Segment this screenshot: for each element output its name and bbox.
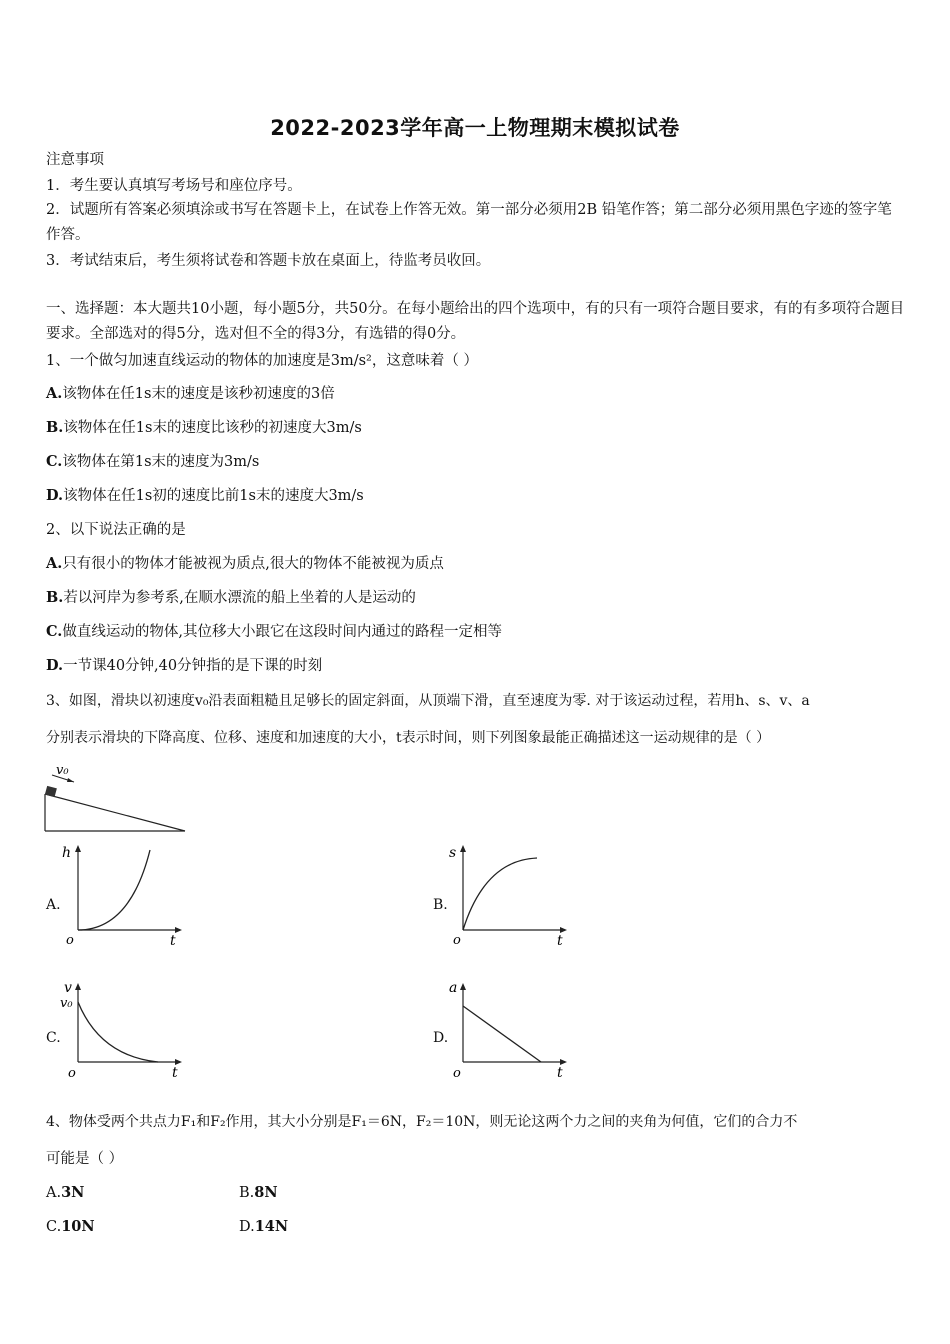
graph-c-option: C. [46, 1030, 61, 1046]
graph-b-x-label: t [557, 933, 563, 948]
incline-figure [40, 760, 190, 835]
graph-c-curve [78, 1002, 158, 1062]
q2-option-b: B.若以河岸为参考系,在顺水漂流的船上坐着的人是运动的 [46, 589, 416, 606]
notice-item-3: 3．考试结束后，考生须将试卷和答题卡放在桌面上，待监考员收回。 [46, 253, 491, 269]
graph-d-origin: o [453, 1066, 461, 1081]
graph-b-y-arrow [460, 845, 466, 852]
q1-option-a: A.该物体在任1s末的速度是该秒初速度的3倍 [46, 385, 335, 402]
graph-a-y-label: h [62, 845, 72, 861]
graph-d [445, 976, 575, 1084]
graph-c-y-arrow [75, 983, 81, 990]
q2-option-c: C.做直线运动的物体,其位移大小跟它在这段时间内通过的路程一定相等 [46, 623, 502, 640]
graph-d-x-label: t [557, 1065, 563, 1081]
q3-stem-line2: 分别表示滑块的下降高度、位移、速度和加速度的大小，t表示时间，则下列图象最能正确描述这一运动规律的是（ ） [46, 730, 771, 746]
q1-option-b: B.该物体在任1s末的速度比该秒的初速度大3m/s [46, 419, 362, 436]
notice-heading: 注意事项 [46, 152, 104, 168]
graph-b-origin: o [453, 933, 461, 948]
q3-stem-line1: 3、如图，滑块以初速度v₀沿表面粗糙且足够长的固定斜面，从顶端下滑，直至速度为零. 对于该运动过程，若用h、s、v、a [46, 693, 810, 709]
graph-c-v0-mark: v₀ [60, 996, 73, 1011]
q4-option-a: A.3N [46, 1184, 85, 1201]
graph-a-x-label: t [170, 933, 176, 948]
q1-option-c: C.该物体在第1s末的速度为3m/s [46, 453, 260, 470]
q4-option-d: D.14N [239, 1218, 289, 1235]
graph-a-y-arrow [75, 845, 81, 852]
q1-option-d: D.该物体在任1s初的速度比前1s末的速度大3m/s [46, 487, 364, 504]
q2-option-a: A.只有很小的物体才能被视为质点,很大的物体不能被视为质点 [46, 555, 444, 572]
graph-a-x-arrow [175, 927, 182, 933]
section-intro: 一、选择题：本大题共10小题，每小题5分，共50分。在每小题给出的四个选项中，有的只有一项符合题目要求，有的有多项符合题目要求。全部选对的得5分，选对但不全的得3分，有选错的得0分。 [46, 301, 905, 342]
graph-b-curve [463, 858, 537, 930]
graph-a-option: A. [46, 897, 61, 913]
graph-a-origin: o [66, 933, 74, 948]
incline-slope [45, 794, 185, 831]
q4-option-b: B.8N [239, 1184, 278, 1201]
graph-c-x-label: t [172, 1065, 178, 1081]
graph-c [58, 976, 188, 1084]
graph-d-option: D. [433, 1030, 449, 1046]
graph-b-option: B. [433, 897, 448, 913]
velocity-arrowhead [67, 778, 74, 782]
graph-d-y-arrow [460, 983, 466, 990]
q4-stem-line1: 4、物体受两个共点力F₁和F₂作用，其大小分别是F₁＝6N，F₂＝10N，则无论这两个力之间的夹角为何值，它们的合力不 [46, 1114, 798, 1130]
graph-d-line [463, 1006, 541, 1062]
graph-a [58, 840, 188, 948]
notice-item-1: 1．考生要认真填写考场号和座位序号。 [46, 178, 302, 194]
q4-option-c: C.10N [46, 1218, 95, 1235]
graph-c-y-label: v [64, 980, 72, 996]
notice-item-2: 2．试题所有答案必须填涂或书写在答题卡上，在试卷上作答无效。第一部分必须用2B 铅笔作答；第二部分必须用黑色字迹的签字笔作答。 [46, 202, 892, 243]
q4-stem-line2: 可能是（ ） [46, 1151, 124, 1167]
graph-c-origin: o [68, 1066, 76, 1081]
graph-b-y-label: s [449, 845, 457, 861]
graph-d-y-label: a [449, 980, 458, 996]
q2-stem: 2、以下说法正确的是 [46, 522, 186, 538]
q2-option-d: D.一节课40分钟,40分钟指的是下课的时刻 [46, 657, 323, 674]
page-title: 2022-2023学年高一上物理期末模拟试卷 [270, 116, 680, 140]
graph-b [445, 840, 575, 948]
slider-block [45, 786, 57, 797]
incline-v0-label: v₀ [56, 763, 69, 778]
graph-a-curve [78, 850, 150, 930]
q1-stem: 1、一个做匀加速直线运动的物体的加速度是3m/s²，这意味着（ ） [46, 353, 478, 369]
